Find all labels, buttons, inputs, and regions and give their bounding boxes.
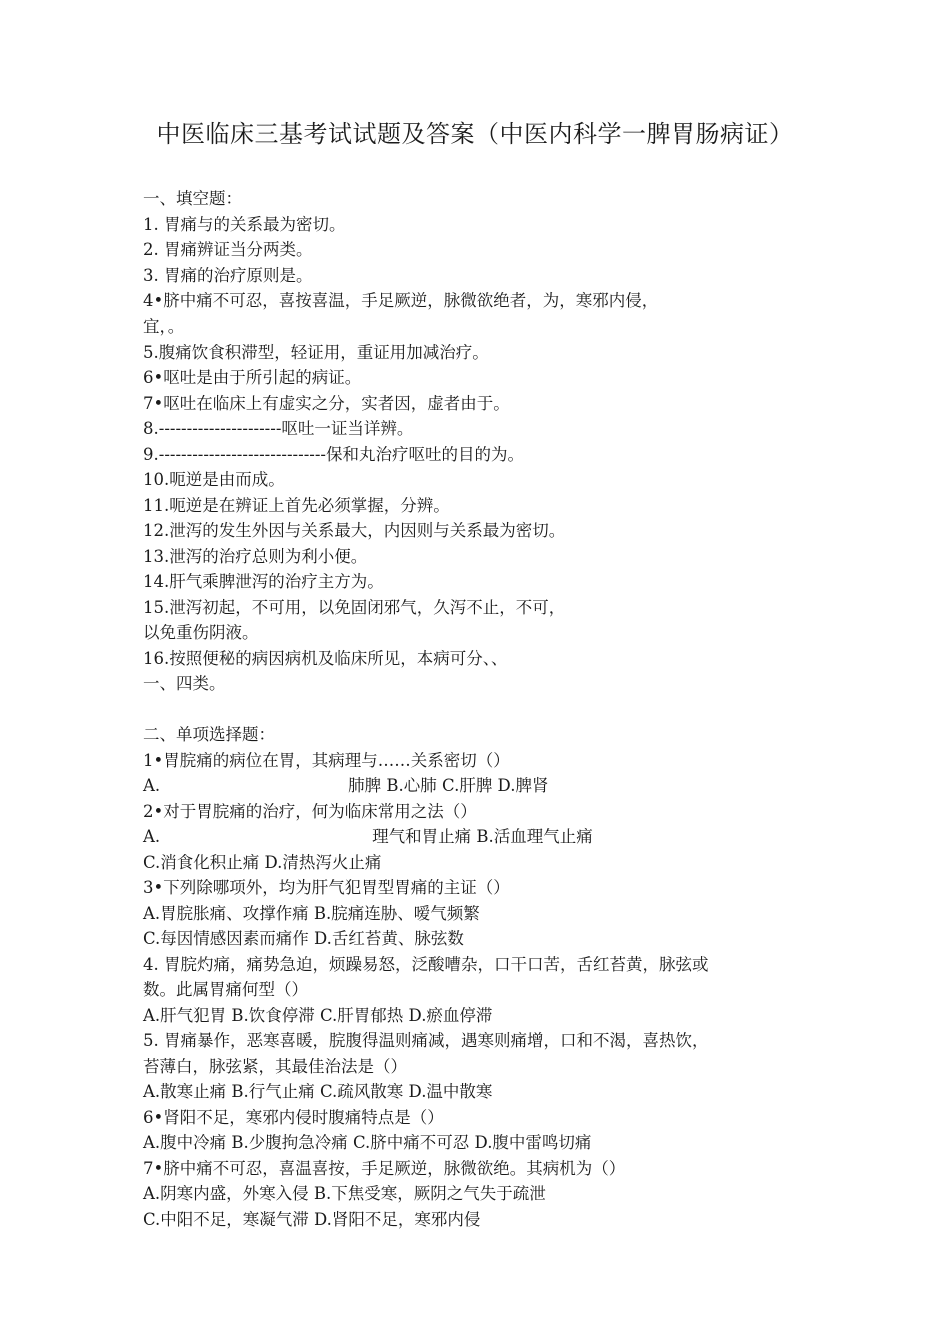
question-line: 15.泄泻初起，不可用，以免固闭邪气，久泻不止，不可， xyxy=(143,598,566,617)
option-label: A. xyxy=(143,776,161,795)
question-stem: 4. 胃脘灼痛，痛势急迫，烦躁易怒，泛酸嘈杂，口干口苦，舌红苔黄，脉弦或 xyxy=(143,955,709,974)
question-line: 7•呕吐在临床上有虚实之分，实者因，虚者由于。 xyxy=(143,394,510,413)
question-stem: 数。此属胃痛何型（） xyxy=(143,980,308,999)
question-line: 2. 胃痛辨证当分两类。 xyxy=(143,240,313,259)
document-title: 中医临床三基考试试题及答案（中医内科学一脾胃肠病证） xyxy=(156,120,794,148)
question-line: 12.泄泻的发生外因与关系最大，内因则与关系最为密切。 xyxy=(143,521,566,540)
section-heading-fill-blank: 一、填空题： xyxy=(143,189,242,208)
question-stem: 1•胃脘痛的病位在胃，其病理与……关系密切（） xyxy=(143,751,510,770)
question-line: 宜，。 xyxy=(143,317,185,336)
question-line: 16.按照便秘的病因病机及临床所见，本病可分、、 xyxy=(143,649,508,668)
question-line: 4•脐中痛不可忍，喜按喜温，手足厥逆，脉微欲绝者，为，寒邪内侵， xyxy=(143,291,659,310)
option-text: 理气和胃止痛 B.活血理气止痛 xyxy=(372,827,593,846)
question-stem: 5. 胃痛暴作，恶寒喜暖，脘腹得温则痛减，遇寒则痛增，口和不渴，喜热饮， xyxy=(143,1031,709,1050)
question-line: 1. 胃痛与的关系最为密切。 xyxy=(143,215,346,234)
question-line: 10.呃逆是由而成。 xyxy=(143,470,285,489)
section-heading-single-choice: 二、单项选择题： xyxy=(143,725,275,744)
question-stem: 6•肾阳不足，寒邪内侵时腹痛特点是（） xyxy=(143,1108,444,1127)
question-line: 9.------------------------------保和丸治疗呕吐的目的为。 xyxy=(143,445,524,464)
answer-options: A.阴寒内盛，外寒入侵 B.下焦受寒，厥阴之气失于疏泄 xyxy=(143,1184,546,1203)
answer-options: C.中阳不足，寒凝气滞 D.肾阳不足，寒邪内侵 xyxy=(143,1210,481,1229)
question-line: 14.肝气乘脾泄泻的治疗主方为。 xyxy=(143,572,384,591)
answer-options: A.腹中冷痛 B.少腹拘急冷痛 C.脐中痛不可忍 D.腹中雷鸣切痛 xyxy=(143,1133,592,1152)
answer-options xyxy=(143,826,593,848)
question-line: 3. 胃痛的治疗原则是。 xyxy=(143,266,313,285)
option-text: 肺脾 B.心肺 C.肝脾 D.脾肾 xyxy=(348,776,549,795)
option-label: A. xyxy=(143,827,161,846)
answer-options: C.每因情感因素而痛作 D.舌红苔黄、脉弦数 xyxy=(143,929,464,948)
answer-options: A.肝气犯胃 B.饮食停滞 C.肝胃郁热 D.瘀血停滞 xyxy=(143,1006,493,1025)
question-stem: 苔薄白，脉弦紧，其最佳治法是（） xyxy=(143,1057,407,1076)
question-line: 一、四类。 xyxy=(143,674,226,693)
question-line: 13.泄泻的治疗总则为利小便。 xyxy=(143,547,368,566)
question-stem: 2•对于胃脘痛的治疗，何为临床常用之法（） xyxy=(143,802,477,821)
answer-options: A.胃脘胀痛、攻撑作痛 B.脘痛连胁、嗳气频繁 xyxy=(143,904,480,923)
question-line: 5.腹痛饮食积滞型，轻证用，重证用加减治疗。 xyxy=(143,343,489,362)
question-stem: 7•脐中痛不可忍，喜温喜按，手足厥逆，脉微欲绝。其病机为（） xyxy=(143,1159,626,1178)
answer-options xyxy=(143,775,548,797)
answer-options: C.消食化积止痛 D.清热泻火止痛 xyxy=(143,853,382,872)
question-stem: 3•下列除哪项外，均为肝气犯胃型胃痛的主证（） xyxy=(143,878,510,897)
question-line: 8.----------------------呕吐一证当详辨。 xyxy=(143,419,414,438)
answer-options: A.散寒止痛 B.行气止痛 C.疏风散寒 D.温中散寒 xyxy=(143,1082,493,1101)
question-line: 6•呕吐是由于所引起的病证。 xyxy=(143,368,362,387)
question-line: 以免重伤阴液。 xyxy=(143,623,259,642)
question-line: 11.呃逆是在辨证上首先必须掌握，分辨。 xyxy=(143,496,450,515)
